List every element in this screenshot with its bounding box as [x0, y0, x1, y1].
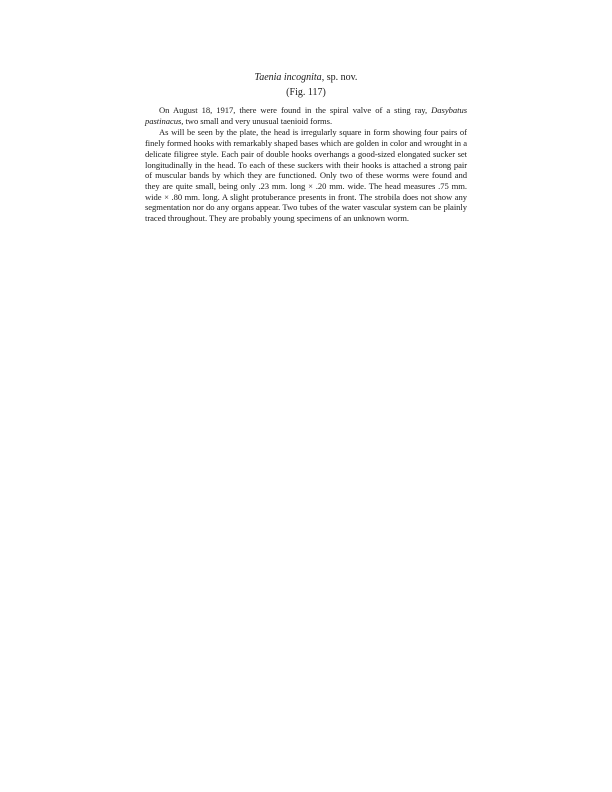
paragraph-discovery — [145, 105, 467, 126]
paragraph-discovery-post: , two small and very unusual taenioid forms. — [181, 115, 333, 126]
species-title — [145, 72, 467, 84]
article-section — [145, 72, 467, 225]
species-scientific-name: Taenia incognita — [254, 72, 322, 83]
species-title-suffix: , sp. nov. — [321, 72, 358, 83]
paragraph-description: As will be seen by the plate, the head is irregularly square in form showing four pairs of finely formed hooks with remarkably shaped bases which are golden in color and wrought in a delicate filigree style. Each pair of double hooks overhangs a good-sized elongated sucker set longitudinally in the head. To each of these suckers with their hooks is attached a strong pair of muscular bands by which they are functioned. Only two of these worms were found and they are quite small, being only .23 mm. long × .20 mm. wide. The head measures .75 mm. wide × .80 mm. long. A slight protuberance presents in front. The strobila does not show any segmentation nor do any organs appear. Two tubes of the water vascular system can be plainly traced throughout. They are probably young specimens of an unknown worm. — [145, 127, 467, 224]
figure-reference: (Fig. 117) — [286, 87, 326, 98]
paragraph-discovery-pre: On August 18, 1917, there were found in the spiral valve of a sting ray, — [159, 105, 432, 115]
host-species-name: Dasybatus pastinacus — [145, 105, 467, 126]
